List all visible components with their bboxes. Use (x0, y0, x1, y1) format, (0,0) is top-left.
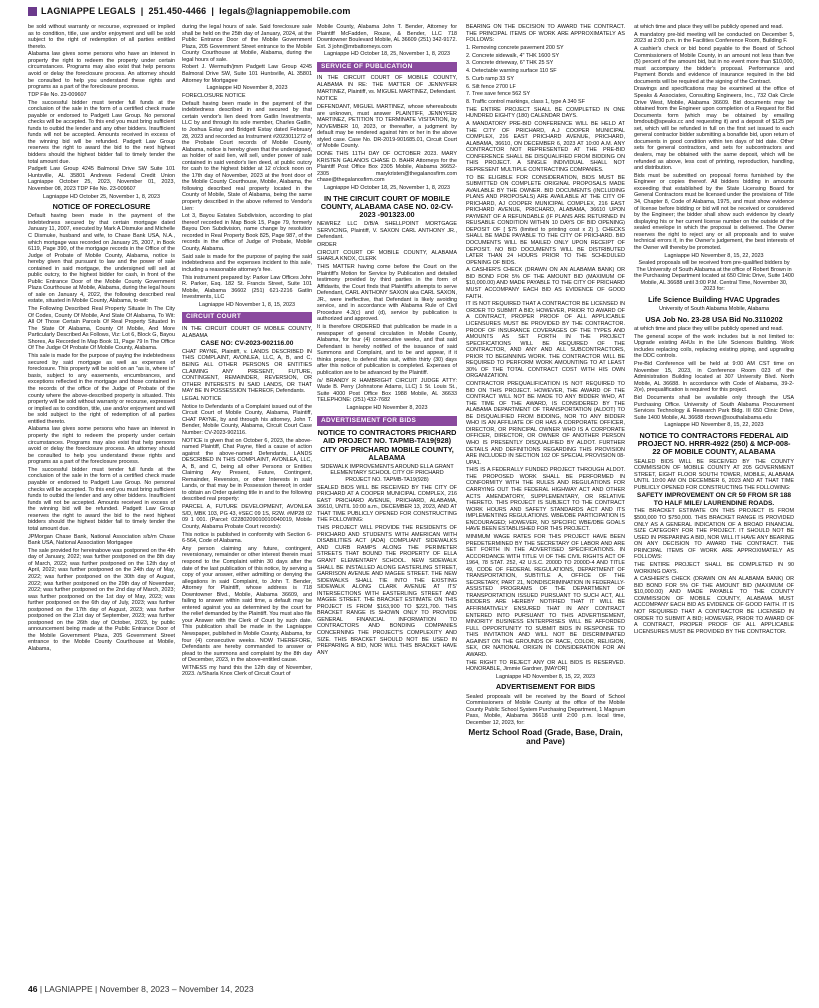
work-item: 3. Concrete driveway, 6" THK 25 SY (466, 60, 554, 67)
header-phone[interactable]: 251.450-4466 (148, 6, 207, 16)
notice-text: JPMorgan Chase Bank, National Association s/b/m Chase Bank USA, National Association Mortgagee (28, 533, 175, 547)
notice-text: The Following Described Real Property Situate In The City Of Codes, County Of Mobile, And State Of Alabama, To Wit: All Of Those Certain Parcels Of Real Property Situated In The State Of Alabama, County Of Mobile, And More Particularly Described As Follows, Viz: Lot 6, Block G, Bayou Shores, As Recorded In Map Book 11, Page 79 In The Office Of The Judge Of Probate Of Mobile County, Alabama. (28, 306, 175, 352)
notice-text: THIS MATTER having come before the Court on the Plaintiff's Motion for Service by Publication and detailed testimony provided by third parties in the form of Affidavits, the Court finds that Plaintiff's attempts to serve Defendant, CARL ANTHONY SAXON aka CARL SAXON, JR., were ineffective, that Defendant is likely avoiding service, and in accordance with Alabama Rule of Civil Procedure 4.3(c) and (d), service by publication is authorized and approved. (317, 263, 457, 323)
notice-text: CIRCUIT COURT OF MOBILE COUNTY, ALABAMA SHARLA KNOX, CLERK (317, 249, 457, 263)
notice-text: Alabama law gives some persons who have an interest in property the right to redeem the property under certain circumstances. Programs may also exist that help persons avoid or delay the foreclosure process. An attorney should be consulted to help you understand these rights and programs as a part of the foreclosure process. (28, 51, 175, 91)
job-number: USA Job No. 23-28 USA Bid No.3110202 (645, 314, 783, 324)
notice-text: This sale is made for the purpose of paying the indebtedness secured by said mortgage as well as expenses of foreclosure. This property will be sold on an "as is, where is" basis, subject to any easements, encumbrances, and exceptions reflected in the mortgage and those contained in the records of the office of the Judge of Probate of the county where the above-described property is situated. This property will be sold without warranty or recourse, expressed or implied as to condition, title, use and/or enjoyment and will be sold subject to the right of redemption of all parties entitled thereto. (28, 353, 175, 425)
notice-heading: ADVERTISEMENT FOR BIDS (495, 682, 596, 692)
work-item: 6. Silt fence 2700 LF (466, 83, 516, 90)
case-number: CASE NO: CV-2023-902116.00 (200, 340, 294, 348)
notice-heading: NOTICE OF FORECLOSURE (52, 202, 151, 212)
notice-text: TO BE ELIGIBLE FOR CONSIDERATION, BIDS MUST BE SUBMITTED ON COMPLETE ORIGINAL PROPOSALS MADE AVAILABLE BY THE OWNER. BID DOCUMENTS (INCLUDING PLANS AND PROPOSALS) ARE AVAILABLE AT THE CITY OF PRICHARD, AJ COOPER MUNICIPAL COMPLEX, 216 EAST PRICHARD AVENUE, PRICHARD, ALABAMA, 36610 UPON PAYMENT OF A REFUNDABLE (IF PLANS ARE RETURNED IN REUSABLE CONDITION WITHIN 10 DAYS OF BID OPENING) DEPOSIT OF [ $75 (limited to printing cost x 2) ]. CHECKS SHALL BE MADE PAYABLE TO THE CITY OF PRICHARD. BID DOCUMENTS WILL BE MAILED ONLY UPON RECEIPT OF DEPOSIT. NO BID DOCUMENTS WILL BE DISTRIBUTED LATER THAN 24 HOURS PRIOR TO THE SCHEDULED OPENING OF BIDS. (466, 174, 625, 266)
column-1 (28, 24, 175, 974)
column-4 (466, 24, 625, 974)
notice-text: THE RIGHT TO REJECT ANY OR ALL BIDS IS RESERVED. HONORABLE, Jimmie Gardner, [MAYOR] (466, 659, 625, 673)
notice-text: Said sale is made for the purpose of paying the said indebtedness and the expenses incident to this sale, including a reasonable attorney's fee. (182, 253, 312, 273)
notice-text: THIS IS A FEDERALLY FUNDED PROJECT THROUGH ALDOT. THE PROPOSED WORK SHALL BE PERFORMED IN CONFORMITY WITH THE RULES AND REGULATIONS FOR CARRYING OUT THE FEDERAL HIGHWAY ACT AND OTHER ACTS AMENDATORY, SUPPLEMENTARY, OR RELATIVE THERETO. THIS PROJECT IS SUBJECT TO THE CONTRACT WORK HOURS AND SAFETY STANDARDS ACT AND ITS IMPLEMENTING REGULATIONS. WBE/DBE PARTICIPATION IS ENCOURAGED; HOWEVER, NO SPECIFIC WBE/DBE GOALS HAVE BEEN ESTABLISHED FOR THIS PROJECT. (466, 467, 625, 533)
project-title: SAFETY IMPROVEMENT ON CR 59 FROM SR 188 TO HALF MILE/ LAURENDINE ROADS. (636, 492, 792, 507)
notice-text: Bids must be submitted on proposal forms furnished by the Engineer or copies thereof. All bidders bidding in amounts exceeding that established by the State Licensing Board for General Contractors must be licensed under the provisions of Title 34, Chapter 8, Code of Alabama, 1975, and must show evidence of license before bidding or bid will not be received or considered by the Engineer; the bidder shall show such evidence by clearly displaying his or her current license number on the outside of the sealed envelope in which the proposal is delivered. The Owner reserves the right to reject any or all proposals and to waive technical errors if, in the Owner's judgement, the best interests of the Owner will thereby be promoted. (634, 172, 794, 251)
issue-dates: November 8, 2023 – November 14, 2023 (99, 984, 254, 994)
footer-divider: | (94, 984, 100, 994)
notice-text: THE ENTIRE PROJECT SHALL BE COMPLETED IN 90 WORKING DAYS. (634, 562, 794, 575)
notice-text: Lot 3, Bayou Estates Subdivision, according to plat thereof recorded in Map Book 15, Page 79, formerly Bayou Don Subdivision, name change by resolution recorded in Real Property Book 825, Page 987, of the records in the office of Judge of Probate, Mobile County, Alabama. (182, 213, 312, 252)
notice-text: The sale provided for hereinabove was postponed on the 4th day of January, 2022; was further postponed on the 8th day of March, 2022; was further postponed on the 12th day of April, 2022; was further postponed on the 24th day of May, 2022; was further postponed on the 30th day of August, 2022; was further postponed on the 29th day of November, 2022; was further postponed on the 2nd day of March, 2023; was further postponed on the 1st day of May, 2023; was further postponed on the 6th day of July, 2023; was further postponed on the 17th day of August, 2023; was further postponed on the 21st day of September, 2023; was further postponed on the 26th day of October, 2023, by public announcement being made at the Public Entrance Door of the Mobile Government Plaza, 205 Government Street entrance to the Mobile County Courthouse at Mobile, Alabama, (28, 547, 175, 653)
publication-signature: Lagniappe HD October 18, 25, November 1, 8, 2023 (323, 51, 451, 58)
notice-text: IN THE CIRCUIT COURT OF MOBILE COUNTY, ALABAMA IN RE: THE MATTER OF JENNYFER MARTINEZ, Plaintiff, vs. MIGUEL MARTINEZ, Defendant. (317, 75, 457, 95)
notice-text: This instrument prepared by: Parker Law Offices John R. Parker, Esq. 182 St. Francis Street, Suite 101 Mobile, Alabama 36602 (251) 621-2216 Gatlin Investments, LLC (182, 274, 312, 301)
notice-text: Sealed proposals will be received by the Board of School Commissioners of Mobile County at the office of the Mobile County Public School System Purchasing Department, 1 Magnum Pass, Mobile, Alabama 36618 until 2:00 p.m. local time, December 12, 2023, for: (466, 693, 625, 726)
notice-text: at which time and place they will be publicly opened and read. (634, 24, 784, 30)
notice-text: IT IS NOT REQUIRED THAT A CONTRACTOR BE LICENSED IN ORDER TO SUBMIT A BID; HOWEVER, PRIOR TO AWARD OF A CONTRACT, PROPER PROOF OF ALL APPLICABLE LICENSURES MUST BE PROVIDED BY THE CONTRACTOR. PROOF OF INSURANCE COVERAGES OF THE TYPES AND AMOUNTS AS SET FORTH IN THE PROJECT SPECIFICATIONS WILL BE REQUIRED OF THE CONTRACTOR, AND ANY AND ALL SUBCONTRACTORS, PRIOR TO BEGINNING WORK. THE CONTRACTOR WILL BE REQUIRED TO PERFORM WORK AMOUNTING TO AT LEAST 30% OF THE TOTAL CONTRACT COST WITH HIS OWN ORGANIZATION. (466, 301, 625, 380)
notice-text: PARCEL A, FUTURE DEVELOPMENT, AVONLEA S/D, MBK 103, PG 43, #SEC 09 1S, R2W. #MP28 02 09 1 001. (Parcel: 02280209010010040019, Mobile County, Alabama Probate Court records): (182, 504, 312, 530)
publication-signature: Lagniappe HD November 8, 15, 22, 2023 (495, 673, 596, 680)
notice-text: SEALED BIDS WILL BE RECEIVED BY THE COUNTY COMMISSION OF MOBILE COUNTY AT 205 GOVERNMENT STREET, EIGHT FLOOR SOUTH TOWER, MOBILE, ALABAMA UNTIL 10:00 AM ON DECEMBER 6, 2023 AND AT THAT TIME PUBLICLY OPENED FOR CONSTRUCTING THE FOLLOWING: (634, 458, 794, 491)
header-email[interactable]: legals@lagniappemobile.com (219, 6, 351, 16)
header-divider: | (211, 6, 215, 16)
notice-text: DEFENDANT, MIGUEL MARTINEZ, whose whereabouts are unknown, must answer PLAINTIFF, JENNYFER MARTINEZ, PETITION TO TERMINATE VISITATION, by NOVEMBER 10, 2023, or thereafter, a judgment by default may be rendered against him or her in the above styled case. Case No. DR-2019-901685.01, Circuit Court of Mobile County. (317, 104, 457, 150)
page-number: 46 (28, 984, 38, 994)
notice-text: A CASHIER'S CHECK (DRAWN ON AN ALABAMA BANK) OR BID BOND FOR 5% OF THE AMOUNT BID (MAXIMUM OF $10,000.00) AND MADE PAYABLE TO THE CITY OF PRICHARD MUST ACCOMPANY EACH BID AS EVIDENCE OF GOOD FAITH. (466, 267, 625, 300)
publication-signature: Lagniappe HD November 8, 2023 (346, 405, 428, 412)
work-item: 7. Tree save fence 562 SY (466, 91, 531, 98)
notice-text: NEWREZ LLC D/B/A SHELLPOINT MORTGAGE SERVICING, Plaintiff, V. SAXON CARL ANTHONY JR., Defendant. (317, 221, 457, 241)
notice-heading: NOTICE TO CONTRACTORS FEDERAL AID PROJECT NO. HRRR-4922 (250) & MCP-008-22 OF MOBILE COUNTY, ALABAMA (637, 430, 791, 457)
publication-signature: Lagniappe HD October 18, 25, November 1, 8, 2023 (323, 184, 451, 191)
notice-text: BEARING ON THE DECISION TO AWARD THE CONTRACT. THE PRINCIPAL ITEMS OF WORK ARE APPROXIMATELY AS FOLLOWS: (466, 24, 625, 44)
notice-text: Padgett Law Group 4245 Balmoral Drive SW Suite 101 Huntsville, AL 35801 Andrews Federal Credit Union Lagniappe October 25, 2023, November 01, 2023, November 08, 2023 TDP File No. 23-009607 (28, 166, 175, 192)
notice-text: A CASHIER'S CHECK (DRAWN ON AN ALABAMA BANK) OR BID BOND FOR 5% OF THE AMOUNT BID (MAXIMUM OF $10,000.00) AND MADE PAYABLE TO THE COUNTY COMMISSION OF MOBILE COUNTY, ALABAMA MUST ACCOMPANY EACH BID AS EVIDENCE OF GOOD FAITH. IT IS NOT REQUIRED THAT A CONTRACTOR BE LICENSED IN ORDER TO SUBMIT A BID; HOWEVER, PRIOR TO AWARD OF A CONTRACT, PROPER PROOF OF ALL APPLICABLE LICENSURES MUST BE PROVIDED BY THE CONTRACTOR. (634, 576, 794, 635)
notice-text: NOTICE is given that on October 6, 2023, the above-named Plaintiff, Chat Payne, filed a cause of action against the above-named Defendants, LANDS DESCRIBED IN THIS COMPLAINT, AVONLEA, LLC, A, B, and C, being all other Persons or Entities Claiming Any Present, Future, Contingent, Remainder, Reversion, or other Interests in said Lands, or that may be in Possession thereof; in order to obtain an Order quieting title in and to the following described real property: (182, 437, 312, 503)
publication-name: LAGNIAPPE (44, 984, 93, 994)
notice-heading: IN THE CIRCUIT COURT OF MOBILE COUNTY, ALABAMA CASE NO. 02-CV-2023 -901323.00 (320, 193, 454, 219)
legal-columns (28, 24, 794, 974)
project-title: Mertz School Road (Grade, Base, Drain, and Pave) (468, 728, 623, 747)
column-5 (634, 24, 794, 974)
project-title: Life Science Building HVAC Upgrades (648, 295, 780, 304)
notice-subheading: ORDER (317, 241, 337, 248)
work-item: 8. Traffic control markings, class 1, type A 340 SF (466, 98, 585, 105)
notice-text: Pre-Bid Conference will be held at 9:00 AM CST time on November 15, 2023, in Conference Room 023 of the Administration Building located at 307 University Blvd. North Mobile, AL 36688. In accordance with Code of Alabama, 39-2-2(e), prequalification is required for this project. (634, 361, 794, 394)
notice-text: at which time and place they will be publicly opened and read. (634, 325, 784, 332)
publication-signature: Lagniappe HD November 1, 8, 15, 2023 (198, 301, 296, 308)
notice-text: This notice is published in conformity with Section 6-6-564, Code of Alabama. (182, 531, 312, 545)
notice-subheading: LEGAL NOTICE (182, 395, 222, 402)
notice-text: /s/ BRANDY R HAMBRIGHT CIRCUIT JUDGE ATTY: Wade B. Perry (Johnstone Adams, LLC) 1 St. Louis St., Suite 4000 Post Office Box 1988 Mobile, AL 36633 TELEPHONE: (251) 432-7682 (317, 377, 457, 404)
notice-text: Mobile County, Alabama John T. Bender, Attorney for Plaintiff McFadden, Rouse, & Bender, LLC 718 Downtowner Boulevard Mobile, AL 36609 (251) 342-9172. Ext. 3 john@mrbattorneys.com (317, 24, 457, 50)
notice-subheading: FORECLOSURE NOTICE (182, 93, 246, 100)
work-item: 4. Detectable warning surface 110 SF (466, 68, 557, 75)
section-bar-service-of-publication: SERVICE OF PUBLICATION (317, 62, 457, 73)
notice-text: CONTRACTOR PREQUALIFICATION IS NOT REQUIRED TO BID ON THIS PROJECT. HOWEVER, THE AWARD OF THE CONTRACT WILL NOT BE MADE TO ANY BIDDER WHO, AT THE TIME OF THE AWARD, IS CONSIDERED BY THE ALABAMA DEPARTMENT OF TRANSPORTATION (ALDOT) TO BE DISQUALIFIED FROM BIDDING, NOR TO ANY BIDDER WHO IS AN AFFILIATE OF OR HAS A CORPORATE OFFICER, DIRECTOR, OR PRINCIPAL OWNER WHO IS A CORPORATE OFFICER, DIRECTOR, OR OWNER OF ANOTHER PERSON WHO IS PRESENTLY DISQUALIFIED BY ALDOT. FURTHER DETAILS AND DEFINITIONS REGARDING THIS PROVISION ARE INCLUDED IN SECTION 102 OF SPECIAL PROVISION 08-UPA1. (466, 381, 625, 466)
notice-text: THE BRACKET ESTIMATE ON THIS PROJECT IS FROM $500,000 TO $750,000. THIS BRACKET RANGE IS PROVIDED ONLY AS A GENERAL INDICATION OF A BROAD FINANCIAL SIZE CATEGORY FOR THE PROJECT. IT SHOULD NOT BE USED IN PREPARING A BID, NOR WILL IT HAVE ANY BEARING ON ANY DECISION TO AWARD THE CONTRACT. THE PRINCIPAL ITEMS OF WORK ARE APPROXIMATELY AS FOLLOWS: (634, 508, 794, 561)
work-item: 5. Curb ramp 33 SY (466, 75, 515, 82)
notice-text: Drawings and specifications may be examined at the office of Speaks & Associates, Consulting Engineers, Inc., 732 Oak Circle Drive West, Mobile, Alabama 36609. Bid documents may be obtained from the Engineer upon completion of a Request for Bid Documents form (which may be obtained by emailing bmdoub@speaks.cc and requesting it) and a deposit of $125 per set, which will be refunded in full on the first set issued to each general contractor bidder submitting a bonafide bid, upon return of documents in good condition within ten days of bid date. Other sets for general contractors, and sets for subcontractors and dealers, may be obtained with the same deposit, which will be refunded as above, less cost of printing, reproduction, handling, and distribution. (634, 86, 794, 172)
column-2 (182, 24, 312, 974)
publication-signature: Lagniappe HD November 8, 15, 22, 2023 (664, 252, 764, 259)
notice-text: THE ENTIRE PROJECT SHALL BE COMPLETED IN ONE HUNDRED EIGHTY (180) CALENDAR DAYS. (466, 106, 625, 120)
header-divider: | (140, 6, 144, 16)
notice-text: A MANDATORY PRE-BID CONFERENCE WILL BE HELD AT THE CITY OF PRICHARD, A.J COOPER MUNICIPAL COMPLEX, 216 EAST PRICHARD AVENUE, PRICHARD, ALABAMA, 36610, ON DECEMBER 6, 2023 AT 10:00 A.M. ANY CONTRACTOR NOT REPRESENTED AT THE PRE-BID CONFERENCE SHALL BE DISQUALIFIED FROM BIDDING ON THIS PROJECT. A SINGLE INDIVIDUAL SHALL NOT REPRESENT MULTIPLE CONTRACTING COMPANIES. (466, 120, 625, 173)
section-bar-advertisement-for-bids: ADVERTISEMENT FOR BIDS (317, 416, 457, 427)
notice-text: Any person claiming any future, contingent, reversionary, remainder or other interest therein must respond to the Complaint within 30 days after the date of the last publication of this notice, by serving a copy of your answer, either admitting or denying the allegations in said Complaint, to John T. Bender, Attorney for Plaintiff, whose address is 718 Downtowner Blvd., Mobile, Alabama 36609, and failing to answer within said time, a default may be entered against you as determined by the court for the relief demanded by the Plaintiff. You must also file your Answer with the Clerk of Court by such date. This publication shall be made in the Lagniappe Newspaper, published in Mobile County, Alabama, for four (4) consecutive weeks. NOW THEREFORE, Defendants are hereby commanded to answer or plead to the summons and complaint by the 8th day of December, 2023, in the above-entitled cause. (182, 545, 312, 664)
notice-text: DONE THIS 11TH DAY OF OCTOBER 2023. MARY KRISTEN GALANOS CHASE D. BAHR Attorneys for the Plaintiff Post Office Box 2305 Mobile, Alabama 36652-2305 marykristen@thegalanosfirm.com chase@thegalanosfirm.com (317, 151, 457, 184)
notice-text: The general scope of the work includes but is not limited to: Upgrade existing AHUs in the Life Sciences Building. Work includes replacing coils, replacing existing piping, and upgrading the DDC controls. (634, 333, 794, 360)
notice-text: THIS PROJECT WILL PROVIDE THE RESIDENTS OF PRICHARD AND STUDENTS WITH AMERICAN WITH DISABILITIES ACT (ADA) COMPLIANT SIDEWALKS AND CURB RAMPS ALONG THE PERIMETER STREETS THAT BOUND THE PROPERTY OF ELLA GRANT ELEMENTARY SCHOOL. NEW SIDEWALK SHALL BE INSTALLED ALONG EASTERLING STREET, GARRISON AVENUE AND MAGEE STREET. THE NEW SIDEWALKS SHALL TIE INTO THE EXISTING SIDEWALK ALONG CLARK AVENUE AT ITS' INTERSECTIONS WITH EASTERLING STREET AND MAGEE STREET. THE BRACKET ESTIMATE ON THIS PROJECT IS FROM $163,900 TO $221,700. THIS BRACKET RANGE IS SHOWN ONLY TO PROVIDE GENERAL FINANCIAL INFORMATION TO CONTRACTORS AND BONDING COMPANIES CONCERNING THE PROJECT'S COMPLEXITY AND SIZE. THIS BRACKET SHOULD NOT BE USED IN PREPARING A BID, NOR WILL THIS BRACKET HAVE ANY (317, 525, 457, 656)
page-header (28, 4, 794, 18)
notice-text: A cashier's check or bid bond payable to the Board of School Commissioners of Mobile County, in an amount not less than five (5) percent of the amount bid, but in no event more than $10,000, must accompany the bidder's proposal. Performance and Payment Bonds and evidence of insurance required in the bid documents will be required at the signing of the Contract. (634, 46, 794, 85)
notice-text: Alabama law gives some persons who have an interest in property the right to redeem the property under certain circumstances. Programs may also exist that help persons avoid or delay the foreclosure process. An attorney should be consulted to help you understand these rights and programs as a part of the foreclosure process. (28, 426, 175, 466)
publication-signature: Lagniappe HD November 8, 2023 (206, 85, 288, 92)
notice-text: Default having been made in the payment of the indebtedness described in and secured by that certain vendor's lien deed from Gatlin Investments, LLC by and through its sole member, Charles Gatlin, to Joshua Estay and Bridgett Estay dated February 28, 2023 and recorded as Instrument #2023011272 of the Probate Court records of Mobile County, Alabama, notice is hereby given that the undersigned, as holder of said lien, will sell, under power of sale contained in said vendor's lien deed, at public outcry for cash to the highest bidder at 12 o'clock noon on the 17th day of November, 2023 at the front door of the Mobile County Courthouse, Mobile, Alabama, the following described real property located in the County of Mobile, State of Alabama, being the same property described in the above referred to Vendor's Lien: (182, 100, 312, 212)
notice-text: be sold without warranty or recourse, expressed or implied as to condition, title, use and/or enjoyment and will be sold subject to the right of redemption of all parties entitled thereto. (28, 24, 175, 50)
section-bar-circuit-court: CIRCUIT COURT (182, 312, 312, 323)
page-footer (28, 984, 254, 994)
work-item: 2. Concrete sidewalk, 4" THK 1600 SY (466, 52, 560, 59)
footer-divider: | (39, 984, 45, 994)
notice-text: MINIMUM WAGE RATES FOR THIS PROJECT HAVE BEEN PREDETERMINED BY THE SECRETARY OF LABOR AND ARE SET FORTH IN THE ADVERTISED SPECIFICATIONS. IN ACCORDANCE WITH TITLE VI OF THE CIVIL RIGHTS ACT OF 1964, 78 STAT. 252, 42 U.S.C. 2000D TO 2000D-4 AND TITLE 49, CODE OF FEDERAL REGULATIONS, DEPARTMENT OF TRANSPORTATION, SUBTITLE A, OFFICE OF THE SECRETARY, PART 21, NONDISCRIMINATION IN FEDERALLY-ASSISTED PROGRAMS OF THE DEPARTMENT OF TRANSPORTATION ISSUED PURSUANT TO SUCH ACT, ALL BIDDERS ARE HEREBY NOTIFIED THAT IT WILL BE AFFIRMATIVELY ENSURED THAT IN ANY CONTRACT ENTERED INTO PURSUANT TO THIS ADVERTISEMENT, MINORITY BUSINESS ENTERPRISES WILL BE AFFORDED FULL OPPORTUNITY TO SUBMIT BIDS IN RESPONSE TO THIS INVITATION AND WILL NOT BE DISCRIMINATED AGAINST ON THE GROUNDS OF RACE, COLOR, RELIGION, SEX, OR NATIONAL ORIGIN IN CONSIDERATION FOR AN AWARD. (466, 534, 625, 658)
notice-text: The successful bidder must tender full funds at the conclusion of the sale in the form of a certified check made payable or endorsed to Padgett Law Group. No personal checks will be accepted. To this end you must bring sufficient funds to outbid the lender and any other bidders. Insufficient funds will not be accepted. Amounts received in excess of the winning bid will be refunded. Padgett Law Group reserves the right to award the bid to the next highest bidders should the highest bidder fail to timely tender the total amount due. (28, 99, 175, 165)
notice-text: IN THE CIRCUIT COURT OF MOBILE COUNTY, ALABAMA (182, 326, 312, 339)
notice-text: Bid Documents shall be available only through the USA Purchasing Office. University of South Alabama Procurement Services Technology & Research Park Bldg. III 650 Clinic Drive, Suite 1400 Mobile, AL 36688 rbrown@southalabama.edu (634, 394, 794, 421)
notice-text: WITNESS my hand this the 12th day of November, 2023. /s/Sharla Knox Clerk of Circuit Court of (182, 664, 312, 678)
notice-text: Robert J. Wermuth/jmm Padgett Law Group 4245 Balmoral Drive SW, Suite 101 Huntsville, AL 35801 Attorney for Mortgagee (182, 64, 312, 84)
notice-text: It is therefore ORDERED that publication be made in a newspaper of general circulation in Mobile County, Alabama, for four (4) consecutive weeks, and that said Defendant is hereby notified of the issuance of said Summons and Complaint, and to be and appear, if it thinks proper, to defend this suit, within thirty (30) days after this notice of publication is completed. Expenses of publication are to be advanced by the Plaintiff. (317, 324, 457, 376)
notice-text: Notice to Defendants of a Complaint issued out of the Circuit Court of Mobile County, Alabama, Plaintiff, CHAT PAYNE, by and through his attorney, John T. Bender, Mobile County, Alabama, Circuit Court Case Number: CV-2023-902116. (182, 403, 312, 436)
notice-text: TDP File No. 23-009607 (28, 91, 87, 98)
section-title: LAGNIAPPE LEGALS (41, 6, 136, 16)
notice-text: during the legal hours of sale. Said foreclosure sale shall be held on the 25th day of January, 2024, at the Public Entrance Door of the Mobile Government Plaza, 205 Government Street entrance to the Mobile County Courthouse at Mobile, Alabama, during the legal hours of sale. (182, 24, 312, 63)
notice-heading: NOTICE TO CONTRACTORS PRICHARD AID PROJECT NO. TAPMB-TA19(928) CITY OF PRICHARD MOBILE COUNTY, ALABAMA (317, 428, 457, 462)
notice-text: A mandatory pre-bid meeting will be conducted on December 5, 2023 at 2:00 p.m. in the Facilities Conference Room, Building F. (634, 31, 794, 45)
notice-text: The successful bidder must tender full funds at the conclusion of the sale in the form of a certified check made payable or endorsed to Padgett Law Group. No personal checks will be accepted. To this end you must bring sufficient funds to outbid the lender and any other bidders. Insufficient funds will not be accepted. Amounts received in excess of the winning bid will be refunded. Padgett Law Group reserves the right to award the bid to the next highest bidders should the highest bidder fail to timely tender the total amount due. (28, 466, 175, 532)
notice-text: Default having been made in the payment of the indebtedness secured by that certain mortgage dated January 11, 2007, executed by Mark A Dismuke and Michelle C Dismuke, husband and wife, to Chase Bank USA, N.A., which mortgage was recorded on January 25, 2007, in Book 6119, Page 390, of the mortgage records in the Office of the Judge of Probate of Mobile County, Alabama, notice is hereby given that pursuant to law and the power of sale contained in said mortgage, the undersigned will sell at public outcry, to the highest bidder for cash, in front of the Public Entrance Door of the Mobile County Government Plaza Courthouse at Mobile, Alabama, during the legal hours of sale on January 4, 2022, the following described real estate, situated in Mobile County, Alabama, to-wit: (28, 213, 175, 305)
notice-text: SIDEWALK IMPROVEMENTS AROUND ELLA GRANT ELEMENTARY SCHOOL CITY OF PRICHARD PROJECT NO. TAPMB-TA19(928) (320, 463, 454, 484)
notice-text: SEALED BIDS WILL BE RECEIVED BY THE CITY OF PRICHARD AT A COOPER MUNICIPAL COMPLEX, 216 EAST PRICHARD AVENUE, PRICHARD, ALABAMA, 36610, UNTIL 10:00 a.m., DECEMBER 13, 2023, AND AT THAT TIME PUBLICLY OPENED FOR CONSTRUCTING THE FOLLOWING: (317, 484, 457, 524)
publication-signature: Lagniappe HD October 25, November 1, 8, 2023 (43, 193, 160, 200)
publication-signature: Lagniappe HD November 8, 15, 22, 2023 (664, 422, 764, 429)
notice-text: Sealed proposals will be received from pre-qualified bidders by The University of South Alabama at the office of Robert Brown in the Purchasing Department located at 650 Clinic Drive, Suite 1400 Mobile, AL 36688 until 3:00 P.M. Central Time, November 30, 2023 for: (634, 260, 794, 293)
notice-text: University of South Alabama Mobile, Alabama (658, 306, 769, 313)
notice-text: CHAT PAYNE, Plaintiff, v. LANDS DESCRIBED IN THIS COMPLAINT, AVONLEA, LLC, A, B, and C, BEING ALL OTHER PERSONS OR ENTITIES CLAIMING ANY PRESENT, FUTURE, CONTINGENT, REMAINDER, REVERSION, OR OTHER INTERESTS IN SAID LANDS, OR THAT MAY BE IN POSSESSION THEREOF, Defendants. (182, 348, 312, 395)
work-item: 1. Removing concrete pavement 200 SY (466, 44, 564, 51)
column-3 (317, 24, 457, 974)
section-marker-icon (28, 7, 37, 16)
notice-subheading: NOTICE (317, 96, 338, 103)
